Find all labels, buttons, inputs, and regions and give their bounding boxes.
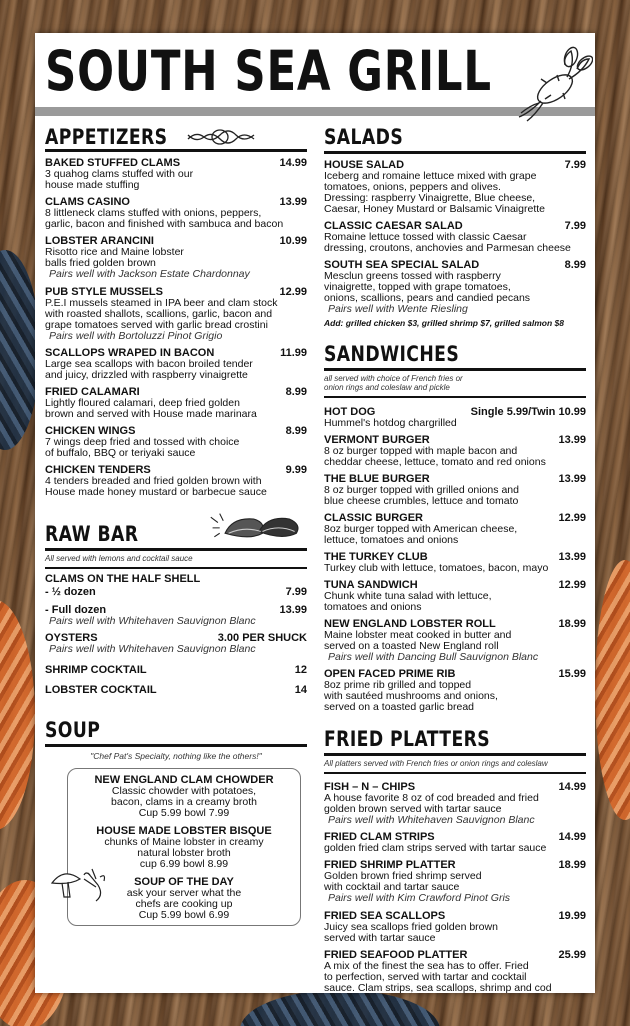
item-description: 8 oz burger topped with grilled onions and blue cheese crumbles, lettuce and tomato [324, 483, 519, 507]
soup-item [74, 825, 294, 870]
menu-item [45, 286, 307, 343]
mushroom-icon [48, 865, 114, 905]
item-name: OYSTERS [45, 632, 98, 644]
item-description: Maine lobster meat cooked in butter and served on a toasted New England roll [324, 628, 512, 652]
item-price: 13.99 [558, 433, 586, 446]
left-column [45, 125, 307, 926]
item-name: LOBSTER ARANCINI [45, 235, 154, 247]
raw-bar-title: RAW BAR [45, 522, 139, 546]
menu-item [324, 159, 586, 215]
restaurant-name: SOUTH SEA GRILL [45, 39, 492, 103]
fried-platters-section [324, 727, 586, 994]
salads-section [324, 125, 586, 328]
menu-item [324, 859, 586, 905]
item-description: 7 wings deep fried and tossed with choice of buffalo, BBQ or teriyaki sauce [45, 436, 240, 459]
item-name: CLASSIC BURGER [324, 511, 424, 524]
item-name: CLASSIC CAESAR SALAD [324, 220, 463, 232]
item-price: 14.99 [279, 157, 307, 169]
item-name: - ½ dozen [45, 585, 96, 598]
item-name: HOT DOG [324, 405, 376, 418]
item-description: A mix of the finest the sea has to offer. Fried to perfection, served with tartar and cocktail sauce. Clam strips, sea scallops, shrimp and cod [324, 959, 552, 994]
item-name: THE TURKEY CLUB [324, 550, 428, 563]
item-price: 8.99 [285, 386, 307, 398]
item-description: 8 oz burger topped with maple bacon and cheddar cheese, lettuce, tomato and red onions [324, 444, 546, 468]
item-price: 13.99 [279, 603, 307, 616]
item-description: Lightly floured calamari, deep fried golden brown and served with House made marinara [45, 397, 257, 420]
salads-rule [324, 151, 586, 154]
menu-item [324, 473, 586, 507]
sandwiches-note: all served with choice of French fries or onion rings and coleslaw and pickle [324, 373, 463, 392]
fried-platters-title: FRIED PLATTERS [324, 727, 491, 751]
item-price: 8.99 [564, 259, 586, 271]
menu-item [45, 632, 307, 656]
item-name: LOBSTER COCKTAIL [45, 683, 157, 696]
item-description: 8 littleneck clams stuffed with onions, peppers, garlic, bacon and finished with sambuca and bacon [45, 207, 284, 230]
salads-title: SALADS [324, 125, 404, 149]
item-price: 13.99 [279, 196, 307, 208]
menu-panel [35, 33, 595, 993]
soup-rule [45, 744, 307, 747]
menu-item [45, 664, 307, 676]
soup-description: chunks of Maine lobster in creamy natural lobster broth cup 6.99 bowl 8.99 [104, 835, 264, 870]
menu-item [45, 235, 307, 281]
item-description: Turkey club with lettuce, tomatoes, bacon, mayo [324, 561, 549, 574]
item-name: TUNA SANDWICH [324, 578, 418, 591]
item-name: FRIED SHRIMP PLATTER [324, 859, 456, 871]
item-price: 18.99 [558, 617, 586, 630]
raw-bar-note: All served with lemons and cocktail sauce [45, 554, 193, 563]
wine-pairing: Pairs well with Wente Riesling [328, 303, 468, 315]
item-price: Single 5.99/Twin 10.99 [470, 405, 586, 418]
mussels-icon [209, 508, 307, 546]
item-price: 9.99 [285, 464, 307, 476]
item-name: CLAMS CASINO [45, 196, 130, 208]
wine-pairing: Pairs well with Kim Crawford Pinot Gris [328, 892, 511, 904]
sandwiches-title: SANDWICHES [324, 341, 460, 366]
item-description: Golden brown fried shrimp served with cocktail and tartar sauce [324, 870, 482, 893]
item-name: FRIED CLAM STRIPS [324, 831, 435, 843]
appetizers-rule [45, 149, 307, 152]
background-shell-bottom-center [240, 990, 440, 1026]
soup-item [74, 774, 294, 819]
item-price: 14 [294, 683, 307, 696]
item-price: 7.99 [564, 220, 586, 232]
menu-item [324, 781, 586, 827]
menu-item [324, 910, 586, 944]
soup-title: SOUP [45, 717, 101, 742]
wine-pairing: Pairs well with Whitehaven Sauvignon Blanc [49, 643, 256, 655]
item-name: CHICKEN TENDERS [45, 464, 151, 476]
item-description: Risotto rice and Maine lobster balls fried golden brown [45, 246, 184, 269]
raw-bar-section [45, 512, 307, 696]
item-description: 3 quahog clams stuffed with our house made stuffing [45, 168, 194, 191]
sandwiches-rule [324, 368, 586, 371]
item-price: 8.99 [285, 425, 307, 437]
item-name: SHRIMP COCKTAIL [45, 663, 147, 676]
item-price: 7.99 [564, 159, 586, 171]
wine-pairing: Pairs well with Whitehaven Sauvignon Blanc [328, 813, 535, 826]
item-name: FRIED CALAMARI [45, 386, 140, 398]
menu-header [35, 33, 595, 111]
item-description: A house favorite 8 oz of cod breaded and fried golden brown served with tartar sauce [324, 791, 539, 815]
item-name: CLAMS ON THE HALF SHELL [45, 572, 201, 585]
item-price: 18.99 [558, 859, 586, 871]
menu-item [45, 684, 307, 696]
item-price: 19.99 [558, 909, 586, 922]
wine-pairing: Pairs well with Dancing Bull Sauvignon Blanc [328, 650, 539, 663]
wine-pairing: Pairs well with Bortoluzzi Pinot Grigio [49, 329, 223, 342]
soup-description: Classic chowder with potatoes, bacon, clams in a creamy broth Cup 5.99 bowl 7.99 [111, 784, 257, 819]
item-name: FISH – N – CHIPS [324, 780, 416, 793]
menu-item [324, 512, 586, 546]
sandwiches-section [324, 342, 586, 714]
soup-box [67, 768, 301, 926]
salad-addons: Add: grilled chicken $3, grilled shrimp $7, grilled salmon $8 [324, 317, 564, 328]
background-shell-orange-right [595, 560, 630, 820]
menu-item [324, 259, 586, 316]
menu-item [324, 434, 586, 468]
menu-item [45, 157, 307, 191]
fried-platters-note-rule [324, 772, 586, 774]
menu-item [45, 347, 307, 381]
item-price: 12.99 [558, 511, 586, 524]
item-name: SOUTH SEA SPECIAL SALAD [324, 259, 480, 271]
item-name: CHICKEN WINGS [45, 425, 136, 437]
appetizers-title: APPETIZERS [45, 125, 168, 149]
menu-item [324, 618, 586, 664]
item-description: Chunk white tuna salad with lettuce, tomatoes and onions [324, 589, 492, 613]
item-name: FRIED SEAFOOD PLATTER [324, 948, 468, 961]
item-description: 8oz prime rib grilled and topped with sautéed mushrooms and onions, served on a toasted garlic bread [324, 679, 498, 713]
item-name: SCALLOPS WRAPED IN BACON [45, 347, 215, 359]
menu-item [324, 668, 586, 713]
soup-section [45, 718, 307, 926]
item-description: Large sea scallops with bacon broiled tender and juicy, drizzled with raspberry vinaigrette [45, 358, 253, 381]
menu-item [324, 831, 586, 854]
menu-item [45, 573, 307, 628]
item-price: 13.99 [558, 550, 586, 563]
soup-quote: "Chef Pat's Specialty, nothing like the others!" [90, 750, 262, 761]
item-description: 8oz burger topped with American cheese, lettuce, tomatoes and onions [324, 522, 518, 546]
item-price: 10.99 [279, 235, 307, 247]
menu-item [324, 949, 586, 994]
item-price: 15.99 [558, 668, 586, 680]
item-price: 14.99 [558, 780, 586, 793]
item-price: 13.99 [558, 472, 586, 485]
item-name: FRIED SEA SCALLOPS [324, 909, 446, 922]
item-price: 12.99 [558, 578, 586, 591]
menu-item [324, 551, 586, 574]
item-price: 25.99 [558, 948, 586, 961]
item-name: - Full dozen [45, 603, 107, 616]
menu-item [45, 464, 307, 498]
item-price: 14.99 [558, 831, 586, 843]
soup-name: HOUSE MADE LOBSTER BISQUE [96, 824, 272, 837]
wine-pairing: Pairs well with Jackson Estate Chardonnay [49, 268, 250, 280]
wine-pairing: Pairs well with Whitehaven Sauvignon Blanc [49, 614, 256, 627]
appetizers-section [45, 125, 307, 498]
soup-name: NEW ENGLAND CLAM CHOWDER [94, 773, 274, 786]
item-description: P.E.I mussels steamed in IPA beer and clam stock with roasted shallots, scallions, garlic, bacon and grape tomatoes served with garlic bread crostini [45, 296, 278, 331]
item-price: 12 [294, 663, 307, 676]
soup-name: SOUP OF THE DAY [134, 875, 234, 888]
item-description: Romaine lettuce tossed with classic Caesar dressing, croutons, anchovies and Parmesan cheese [324, 231, 571, 254]
item-price: 3.00 PER SHUCK [217, 632, 307, 644]
item-description: Juicy sea scallops fried golden brown served with tartar sauce [324, 920, 498, 944]
raw-bar-note-rule [45, 567, 307, 569]
fried-platters-note: All platters served with French fries or onion rings and coleslaw [324, 759, 548, 768]
item-description: Mesclun greens tossed with raspberry vinaigrette, topped with grape tomatoes, onions, scallions, pears and candied pecans [324, 270, 531, 304]
menu-item [45, 386, 307, 420]
menu-item [324, 406, 586, 429]
background-shell-blue [0, 250, 40, 450]
item-name: BAKED STUFFED CLAMS [45, 157, 181, 169]
menu-item [324, 220, 586, 254]
fried-platters-rule [324, 753, 586, 756]
item-price: 7.99 [285, 585, 307, 598]
menu-item [324, 579, 586, 613]
lobster-icon [511, 43, 593, 125]
menu-item [45, 196, 307, 230]
item-name: OPEN FACED PRIME RIB [324, 668, 456, 680]
item-name: NEW ENGLAND LOBSTER ROLL [324, 617, 496, 630]
background-shell-orange-left [0, 600, 35, 830]
rope-knot-icon [186, 125, 256, 149]
item-description: Hummel's hotdog chargrilled [324, 416, 457, 429]
raw-bar-rule [45, 548, 307, 551]
sandwiches-note-rule [324, 396, 586, 398]
item-name: VERMONT BURGER [324, 433, 430, 446]
item-description: 4 tenders breaded and fried golden brown with House made honey mustard or barbecue sauce [45, 475, 267, 498]
menu-item [45, 425, 307, 459]
item-price: 11.99 [280, 347, 307, 359]
item-description: golden fried clam strips served with tartar sauce [324, 842, 547, 854]
item-name: THE BLUE BURGER [324, 472, 430, 485]
item-price: 12.99 [279, 285, 307, 298]
item-name: HOUSE SALAD [324, 159, 405, 171]
item-name: PUB STYLE MUSSELS [45, 285, 163, 298]
right-column [324, 125, 586, 994]
soup-description: ask your server what the chefs are cooking up Cup 5.99 bowl 6.99 [126, 886, 242, 921]
item-description: Iceberg and romaine lettuce mixed with grape tomatoes, onions, peppers and olives. Dressing: raspberry Vinaigrette, Blue cheese, Caesar, Honey Mustard or Balsamic Vinaigrette [324, 170, 545, 215]
